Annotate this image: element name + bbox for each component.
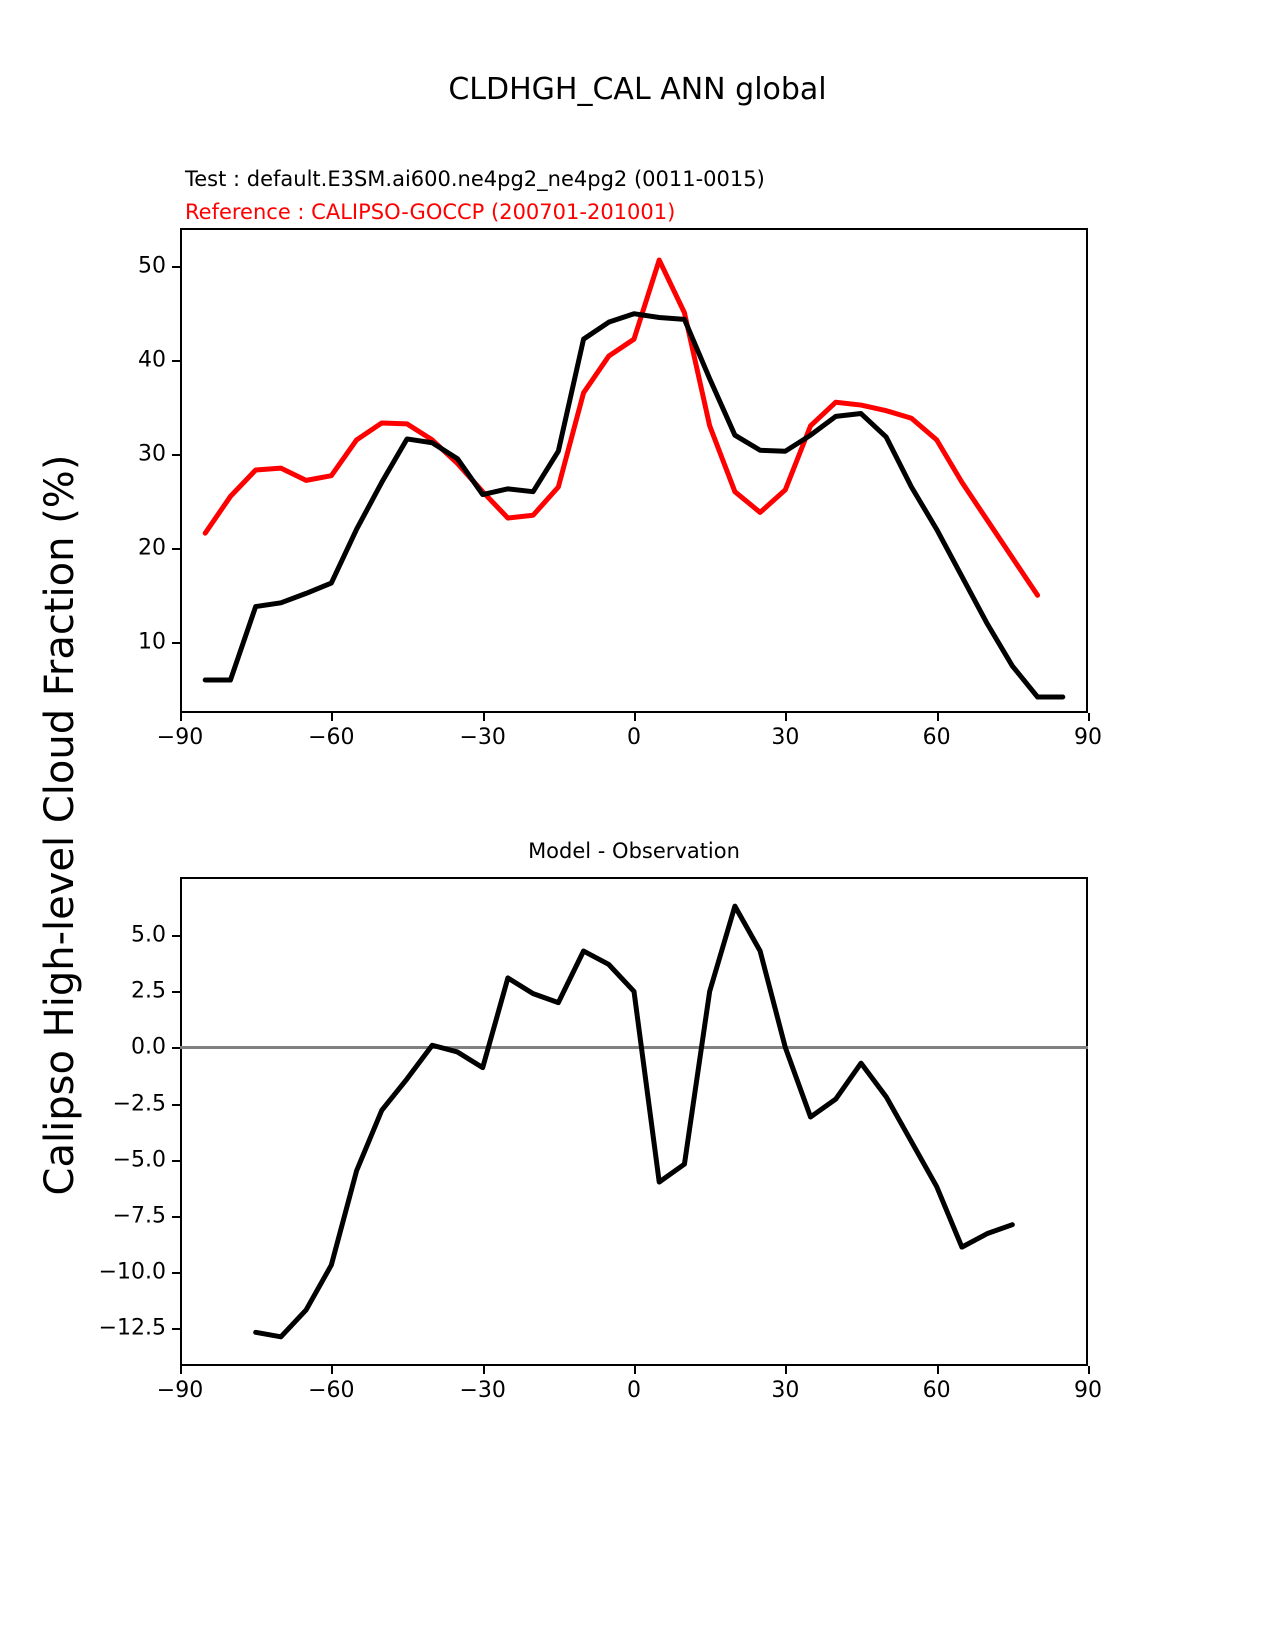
page-title: CLDHGH_CAL ANN global	[448, 72, 827, 107]
x-tick-label: −90	[156, 1378, 204, 1403]
y-tick-label: 0.0	[131, 1034, 166, 1060]
y-tick-label: −10.0	[98, 1259, 166, 1285]
y-tick-mark	[172, 266, 180, 268]
y-tick-label: 20	[138, 535, 166, 561]
y-tick-mark	[172, 1272, 180, 1274]
y-tick-label: 40	[138, 347, 166, 373]
x-tick-mark	[180, 713, 182, 721]
x-tick-label: −30	[459, 1378, 506, 1403]
y-tick-mark	[172, 1328, 180, 1330]
x-tick-label: 0	[627, 725, 641, 750]
x-tick-label: 60	[922, 725, 951, 750]
plot-lines-top	[180, 228, 1088, 713]
y-tick-mark	[172, 1160, 180, 1162]
y-tick-mark	[172, 642, 180, 644]
figure-ylabel-text: Calipso High-level Cloud Fraction (%)	[37, 454, 83, 1196]
legend-item-reference: Reference : CALIPSO-GOCCP (200701-201001)	[185, 199, 676, 224]
y-tick-label: −7.5	[112, 1203, 166, 1229]
x-tick-mark	[785, 1366, 787, 1374]
y-tick-label: −5.0	[112, 1147, 166, 1173]
x-tick-label: 90	[1074, 725, 1102, 750]
x-tick-label: 30	[771, 725, 800, 750]
y-tick-label: −2.5	[112, 1091, 166, 1117]
x-tick-mark	[937, 713, 939, 721]
x-tick-mark	[785, 713, 787, 721]
x-tick-mark	[331, 1366, 333, 1374]
x-tick-mark	[1088, 713, 1090, 721]
y-tick-mark	[172, 1047, 180, 1049]
x-tick-label: 30	[771, 1378, 800, 1403]
chart-panel-bottom	[98, 839, 1102, 1403]
y-tick-label: 10	[138, 629, 166, 655]
x-tick-label: 90	[1074, 1378, 1102, 1403]
x-tick-mark	[634, 713, 636, 721]
x-tick-mark	[937, 1366, 939, 1374]
y-tick-label: 5.0	[131, 922, 166, 948]
x-tick-mark	[331, 713, 333, 721]
x-tick-label: 0	[627, 1378, 641, 1403]
legend	[185, 163, 765, 228]
panel-title-bottom: Model - Observation	[528, 839, 740, 863]
x-tick-label: −60	[308, 1378, 355, 1403]
y-tick-mark	[172, 1216, 180, 1218]
legend-item-test: Test : default.E3SM.ai600.ne4pg2_ne4pg2 (0011-0015)	[185, 167, 765, 191]
x-tick-label: 60	[922, 1378, 951, 1403]
x-tick-label: −60	[308, 725, 355, 750]
y-tick-label: 2.5	[131, 978, 166, 1004]
y-tick-label: 30	[138, 441, 166, 467]
x-tick-mark	[634, 1366, 636, 1374]
x-tick-mark	[483, 1366, 485, 1374]
y-tick-mark	[172, 1104, 180, 1106]
y-tick-mark	[172, 360, 180, 362]
y-tick-label: 50	[138, 253, 166, 279]
y-tick-mark	[172, 991, 180, 993]
chart-panel-top	[138, 228, 1102, 750]
y-tick-mark	[172, 454, 180, 456]
y-tick-label: −12.5	[98, 1315, 166, 1341]
x-tick-label: −90	[156, 725, 204, 750]
y-tick-mark	[172, 935, 180, 937]
x-tick-mark	[1088, 1366, 1090, 1374]
x-tick-mark	[483, 713, 485, 721]
y-tick-mark	[172, 548, 180, 550]
plot-lines-bottom	[180, 877, 1088, 1366]
x-tick-label: −30	[459, 725, 506, 750]
figure-ylabel	[0, 0, 120, 1650]
x-tick-mark	[180, 1366, 182, 1374]
